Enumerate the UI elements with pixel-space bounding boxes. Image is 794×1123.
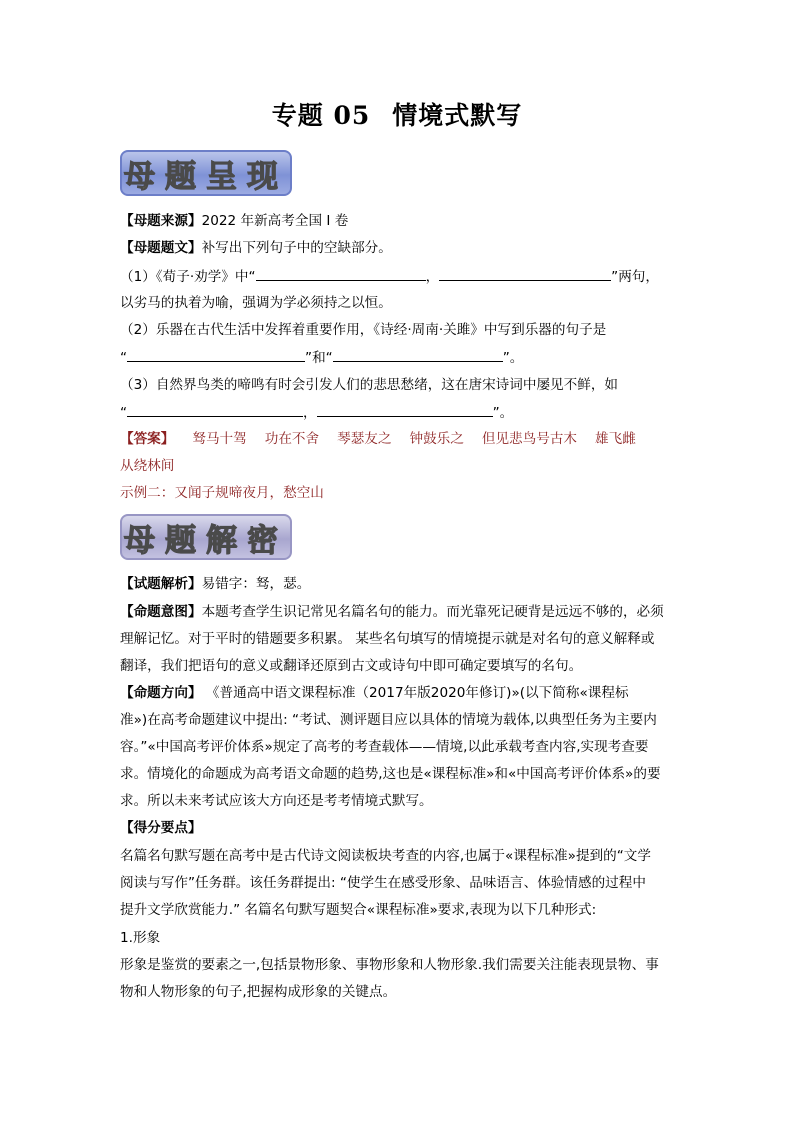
q3-line: （3）自然界鸟类的啼鸣有时会引发人们的悲思愁绪，这在唐宋诗词中屡见不鲜，如	[120, 377, 619, 393]
points-line-1: 名篇名句默写题在高考中是古代诗文阅读板块考查的内容,也属于«课程标准»提到的“文学	[120, 848, 651, 864]
intent-line-1	[120, 602, 680, 622]
q2-blank-1	[127, 347, 305, 362]
direction-line-2: 准»)在高考命题建议中提出: “考试、测评题目应以具体的情境为载体,以典型任务为主要内	[120, 712, 657, 728]
intent-text: 本题考查学生识记常见名篇名句的能力。而光靠死记硬背是远远不够的，必须	[201, 604, 664, 620]
q1-line	[120, 266, 680, 287]
question-label: 【母题题文】	[120, 240, 202, 256]
source-line	[120, 211, 680, 231]
points-line-2: 阅读与写作”任务群。该任务群提出: “使学生在感受形象、品味语言、体验情感的过程中	[120, 875, 646, 891]
q3-sep: ，	[303, 405, 317, 421]
answer-item: 琴瑟友之	[337, 431, 392, 447]
q2-mid: ”和“	[305, 350, 333, 366]
q3-blanks-line	[120, 402, 680, 423]
q2-blanks-line	[120, 347, 680, 368]
answer-item: 钟鼓乐之	[409, 431, 464, 447]
question-text: 补写出下列句子中的空缺部分。	[201, 240, 392, 256]
answer-example: 示例二：又闻子规啼夜月，愁空山	[120, 485, 324, 501]
direction-line-1	[120, 683, 680, 703]
points-line-4: 1.形象	[120, 930, 161, 946]
q2-open: “	[120, 350, 128, 366]
answer-line	[120, 429, 680, 449]
direction-label: 【命题方向】	[120, 685, 202, 701]
q2-line: （2）乐器在古代生活中发挥着重要作用，《诗经·周南·关雎》中写到乐器的句子是	[120, 322, 607, 338]
q1-blank-2	[439, 266, 611, 281]
answer-item: 雄飞雌	[595, 431, 636, 447]
q3-blank-1	[127, 402, 303, 417]
answer-line-2: 从绕林间	[120, 458, 175, 474]
q1-prefix: （1）《荀子·劝学》中“	[120, 269, 256, 285]
points-label: 【得分要点】	[120, 820, 202, 836]
title-topic: 情境式默写	[392, 101, 523, 130]
answer-item: 但见悲鸟号古木	[481, 431, 578, 447]
points-line-3: 提升文学欣赏能力.” 名篇名句默写题契合«课程标准»要求,表现为以下几种形式:	[120, 902, 597, 918]
q1-blank-1	[256, 266, 426, 281]
q1-sep: ，	[425, 269, 440, 285]
q1-line-2: 以劣马的执着为喻，强调为学必须持之以恒。	[120, 295, 392, 311]
q2-blank-2	[333, 347, 503, 362]
direction-line-4: 求。情境化的命题成为高考语文命题的趋势,这也是«课程标准»和«中国高考评价体系»的要	[120, 766, 661, 782]
title-number: 专题 05	[271, 101, 371, 130]
q3-blank-2	[317, 402, 493, 417]
banner-analysis: 母题解密	[120, 514, 292, 560]
answer-item: 驽马十驾	[192, 431, 247, 447]
q3-end: ”。	[492, 405, 514, 421]
q2-end: ”。	[502, 350, 524, 366]
intent-line-2: 理解记忆。对于平时的错题要多积累。 某些名句填写的情境提示就是对名句的意义解释或	[120, 631, 655, 647]
points-line-5: 形象是鉴赏的要素之一,包括景物形象、事物形象和人物形象.我们需要关注能表现景物、事	[120, 957, 659, 973]
analysis-label: 【试题解析】	[120, 576, 202, 592]
direction-line-3: 容。”«中国高考评价体系»规定了高考的考查载体——情境,以此承载考查内容,实现考查要	[120, 739, 649, 755]
answer-label: 【答案】	[120, 431, 175, 447]
banner-present: 母题呈现	[120, 150, 292, 196]
points-line-6: 物和人物形象的句子,把握构成形象的关键点。	[120, 984, 397, 1000]
analysis-text: 易错字：驽，瑟。	[201, 576, 311, 592]
question-line	[120, 238, 680, 258]
q1-suffix: ”两句，	[611, 269, 659, 285]
source-label: 【母题来源】	[120, 213, 202, 229]
direction-text: 《普通高中语文课程标准（2017年版2020年修订)»(以下简称«课程标	[201, 685, 629, 701]
analysis-line	[120, 574, 680, 594]
source-text: 2022 年新高考全国 I 卷	[201, 213, 349, 229]
direction-line-5: 求。所以未来考试应该大方向还是考考情境式默写。	[120, 793, 433, 809]
intent-line-3: 翻译，我们把语句的意义或翻译还原到古文或诗句中即可确定要填写的名句。	[120, 658, 583, 674]
intent-label: 【命题意图】	[120, 604, 202, 620]
answer-item: 功在不舍	[264, 431, 320, 447]
q3-open: “	[120, 405, 128, 421]
page-title	[0, 96, 794, 132]
